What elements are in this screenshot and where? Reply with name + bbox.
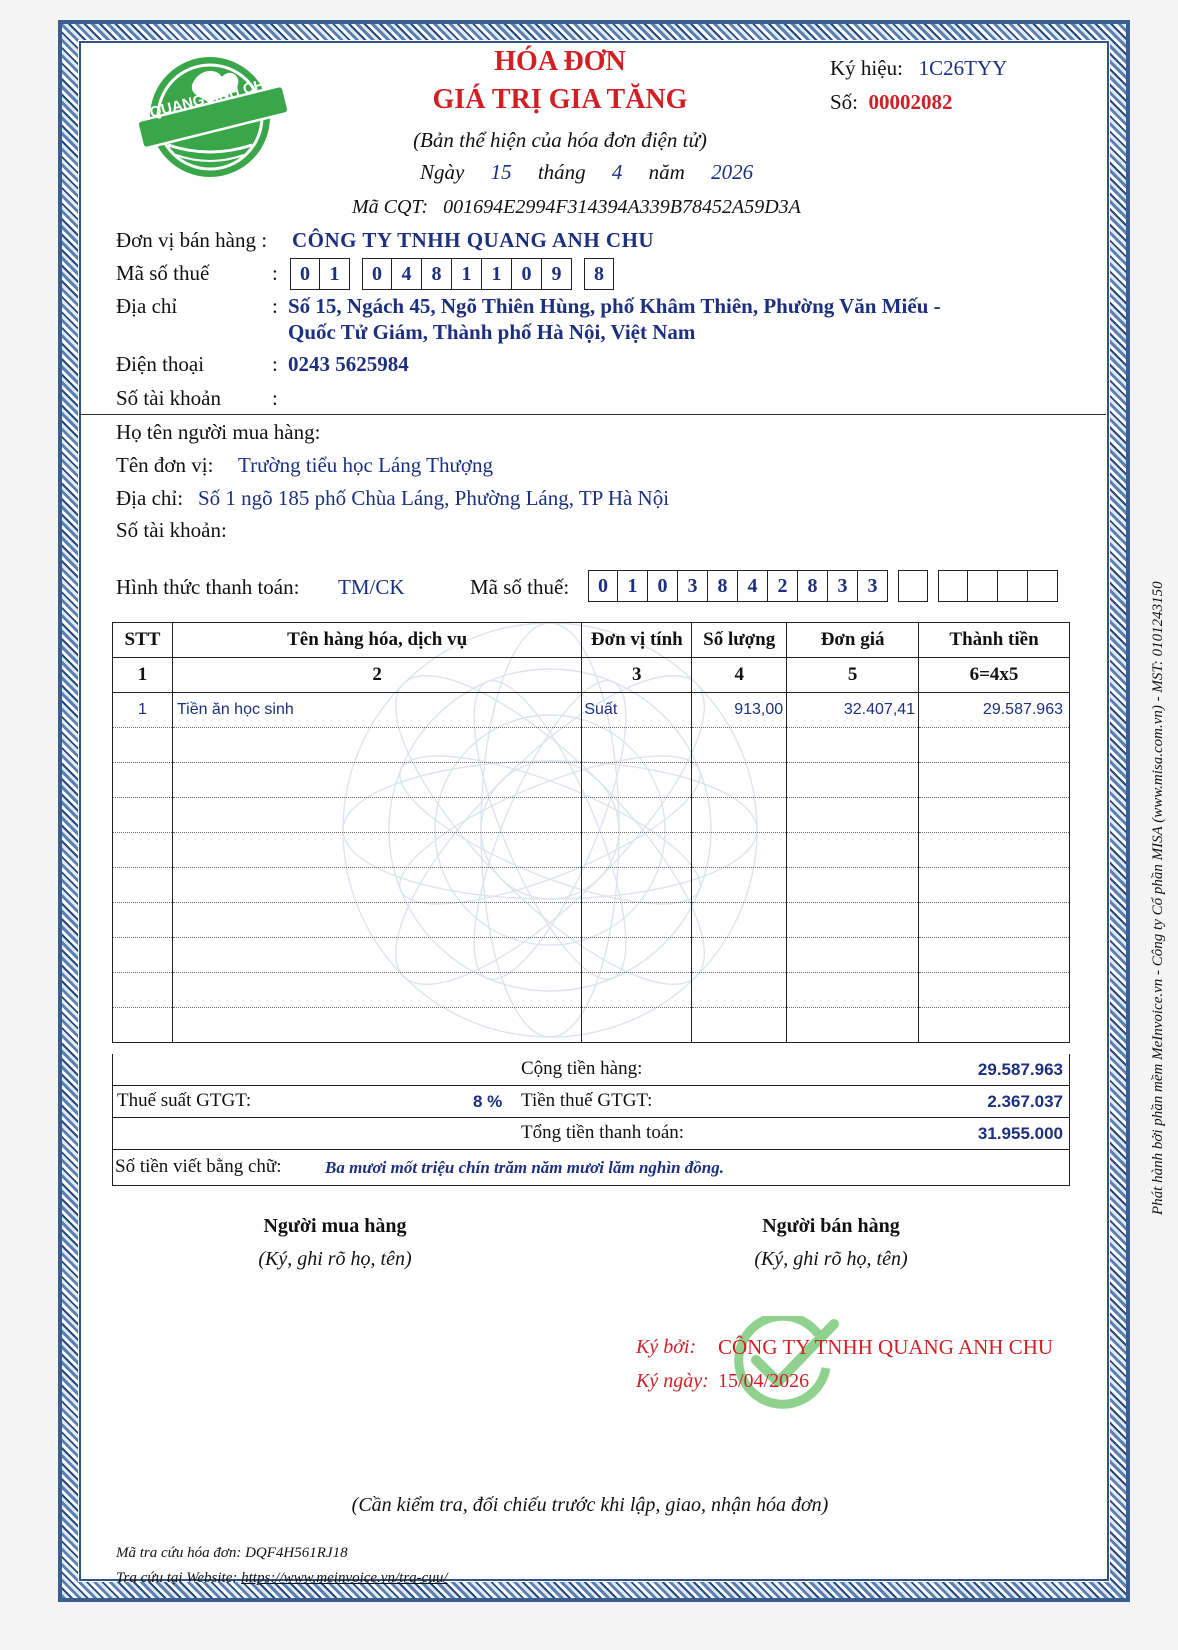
digit-gap — [928, 570, 938, 602]
tax-digit-box-empty — [938, 570, 968, 602]
digit-gap — [350, 258, 362, 290]
tax-digit-box: 3 — [858, 570, 888, 602]
table-row-empty — [113, 868, 1070, 903]
table-row-empty — [113, 798, 1070, 833]
subtotal-value: 29.587.963 — [977, 1060, 1063, 1079]
invoice-date — [420, 160, 753, 185]
col-num: 2 — [172, 658, 581, 693]
buyer-tax-boxes — [588, 570, 1058, 602]
header-stt: STT — [113, 623, 173, 658]
amount-words-label: Số tiền viết bằng chữ: — [115, 1156, 282, 1177]
signed-by-label: Ký bởi: — [636, 1336, 697, 1358]
seller-phone-label: Điện thoại — [116, 352, 205, 376]
header-price: Đơn giá — [787, 623, 919, 658]
subtotal-label: Cộng tiền hàng: — [521, 1058, 643, 1079]
vat-rate-label: Thuế suất GTGT: — [117, 1090, 252, 1111]
invoice-title-vat: GIÁ TRỊ GIA TĂNG — [432, 84, 688, 115]
table-row-empty — [113, 728, 1070, 763]
signed-date-label: Ký ngày: — [636, 1370, 709, 1392]
cell-amount: 29.587.963 — [919, 693, 1070, 728]
cell-qty: 913,00 — [692, 693, 787, 728]
seller-phone: 0243 5625984 — [288, 352, 409, 376]
items-table — [112, 622, 1070, 1043]
seller-account-label: Số tài khoản — [116, 386, 221, 410]
seller-address-line1: Số 15, Ngách 45, Ngõ Thiên Hùng, phố Khâm Thiên, Phường Văn Miếu - — [288, 294, 941, 318]
total-value: 31.955.000 — [977, 1124, 1063, 1143]
col-num: 6=4x5 — [919, 658, 1070, 693]
seller-tax-boxes — [290, 258, 614, 290]
date-month: 4 — [611, 160, 623, 184]
number-line — [830, 90, 953, 115]
tax-digit-box: 9 — [542, 258, 572, 290]
invoice-title: HÓA ĐƠN — [494, 46, 626, 77]
cqt-code: 001694E2994F314394A339B78452A59D3A — [443, 196, 801, 218]
table-row-empty — [113, 973, 1070, 1008]
date-year-label: năm — [648, 160, 685, 184]
lookup-site-line — [116, 1570, 448, 1587]
col-num: 4 — [692, 658, 787, 693]
symbol-line — [830, 56, 1007, 81]
tax-digit-box: 1 — [618, 570, 648, 602]
tax-digit-box: 3 — [828, 570, 858, 602]
buyer-sign-title: Người mua hàng — [263, 1215, 407, 1237]
cqt-code-line — [352, 196, 801, 219]
table-row-empty — [113, 1008, 1070, 1043]
seller-tax-colon: : — [272, 261, 278, 285]
signed-date: 15/04/2026 — [718, 1370, 810, 1392]
check-note: (Cần kiểm tra, đối chiếu trước khi lập, giao, nhận hóa đơn) — [351, 1494, 829, 1516]
publisher-side-text: Phát hành bởi phần mềm MeInvoice.vn - Công ty Cổ phần MISA (www.misa.com.vn) - MST: 0101243150 — [1150, 581, 1166, 1215]
table-row-empty — [113, 903, 1070, 938]
seller-address-label: Địa chỉ — [116, 294, 178, 318]
buyer-address: Số 1 ngõ 185 phố Chùa Láng, Phường Láng, TP Hà Nội — [198, 486, 670, 510]
tax-digit-box: 0 — [362, 258, 392, 290]
table-header-row — [113, 623, 1070, 658]
tax-digit-box: 1 — [320, 258, 350, 290]
table-row-empty — [113, 833, 1070, 868]
header-qty: Số lượng — [692, 623, 787, 658]
tax-digit-box-empty — [898, 570, 928, 602]
seller-address-line2: Quốc Tử Giám, Thành phố Hà Nội, Việt Nam — [288, 320, 696, 344]
signed-by: CÔNG TY TNHH QUANG ANH CHU — [718, 1335, 1054, 1359]
cqt-label: Mã CQT: — [352, 196, 429, 218]
tax-digit-box: 4 — [738, 570, 768, 602]
col-num: 3 — [582, 658, 692, 693]
payment-method: TM/CK — [338, 575, 405, 599]
vat-rate: 8 % — [473, 1092, 503, 1111]
section-divider — [80, 414, 1106, 415]
tax-digit-box: 2 — [768, 570, 798, 602]
date-month-label: tháng — [537, 160, 586, 184]
tax-digit-box: 0 — [588, 570, 618, 602]
tax-digit-box-empty — [968, 570, 998, 602]
tax-digit-box: 0 — [648, 570, 678, 602]
date-year: 2026 — [711, 160, 754, 184]
date-prefix: Ngày — [420, 160, 465, 184]
cell-unit: Suất — [582, 693, 692, 728]
tax-digit-box: 8 — [422, 258, 452, 290]
buyer-unit-label: Tên đơn vị: — [116, 453, 214, 477]
col-num: 1 — [113, 658, 173, 693]
tax-digit-box: 8 — [798, 570, 828, 602]
invoice-number: 00002082 — [868, 90, 953, 114]
cell-name: Tiền ăn học sinh — [172, 693, 581, 728]
symbol-value: 1C26TYY — [918, 56, 1008, 80]
buyer-tax-label: Mã số thuế: — [470, 575, 570, 599]
vat-value: 2.367.037 — [987, 1092, 1063, 1111]
lookup-code: Mã tra cứu hóa đơn: DQF4H561RJ18 — [116, 1545, 348, 1561]
table-row — [113, 693, 1070, 728]
check-mark-icon — [722, 1316, 842, 1410]
invoice-subtitle: (Bản thể hiện của hóa đơn điện tử) — [413, 128, 707, 152]
table-row-empty — [113, 938, 1070, 973]
logo-text: QUANG ANH CHU — [148, 73, 277, 122]
date-day: 15 — [490, 160, 512, 184]
buyer-account-label: Số tài khoản: — [116, 518, 227, 542]
tax-digit-box: 1 — [452, 258, 482, 290]
symbol-label: Ký hiệu: — [830, 56, 903, 80]
header-unit: Đơn vị tính — [582, 623, 692, 658]
amount-words-row — [112, 1150, 1070, 1186]
tax-digit-box: 4 — [392, 258, 422, 290]
column-number-row — [113, 658, 1070, 693]
tax-digit-box-empty — [998, 570, 1028, 602]
seller-sign-title: Người bán hàng — [762, 1215, 900, 1237]
digit-gap — [888, 570, 898, 602]
tax-digit-box: 0 — [290, 258, 320, 290]
payment-label: Hình thức thanh toán: — [116, 575, 300, 599]
cell-stt: 1 — [113, 693, 173, 728]
seller-tax-label: Mã số thuế — [116, 261, 210, 285]
subtotal-row — [112, 1054, 1070, 1086]
seller-name: CÔNG TY TNHH QUANG ANH CHU — [292, 228, 655, 252]
seller-name-label: Đơn vị bán hàng : — [116, 228, 268, 252]
vat-label: Tiền thuế GTGT: — [521, 1090, 653, 1111]
total-label: Tổng tiền thanh toán: — [521, 1122, 685, 1143]
amount-words: Ba mươi mốt triệu chín trăm năm mươi lăm nghìn đồng. — [325, 1158, 725, 1177]
header-amount: Thành tiền — [919, 623, 1070, 658]
seller-address-colon: : — [272, 294, 278, 318]
cell-price: 32.407,41 — [787, 693, 919, 728]
buyer-sign-note: (Ký, ghi rõ họ, tên) — [258, 1248, 412, 1270]
seller-phone-colon: : — [272, 352, 278, 376]
lookup-site-label: Tra cứu tại Website: — [116, 1570, 238, 1586]
buyer-address-label: Địa chỉ: — [116, 486, 184, 510]
col-num: 5 — [787, 658, 919, 693]
tax-digit-box: 3 — [678, 570, 708, 602]
tax-digit-box: 8 — [708, 570, 738, 602]
total-row — [112, 1118, 1070, 1150]
tax-digit-box-empty — [1028, 570, 1058, 602]
vat-row — [112, 1086, 1070, 1118]
digit-gap — [572, 258, 584, 290]
number-label: Số: — [830, 90, 859, 114]
tax-digit-box: 0 — [512, 258, 542, 290]
lookup-site-link[interactable]: https://www.meinvoice.vn/tra-cuu/ — [241, 1570, 448, 1586]
buyer-person-label: Họ tên người mua hàng: — [116, 420, 321, 444]
buyer-unit: Trường tiểu học Láng Thượng — [238, 453, 493, 477]
header-name: Tên hàng hóa, dịch vụ — [172, 623, 581, 658]
table-row-empty — [113, 763, 1070, 798]
seller-account-colon: : — [272, 386, 278, 410]
tax-digit-box: 8 — [584, 258, 614, 290]
tax-digit-box: 1 — [482, 258, 512, 290]
seller-sign-note: (Ký, ghi rõ họ, tên) — [754, 1248, 908, 1270]
